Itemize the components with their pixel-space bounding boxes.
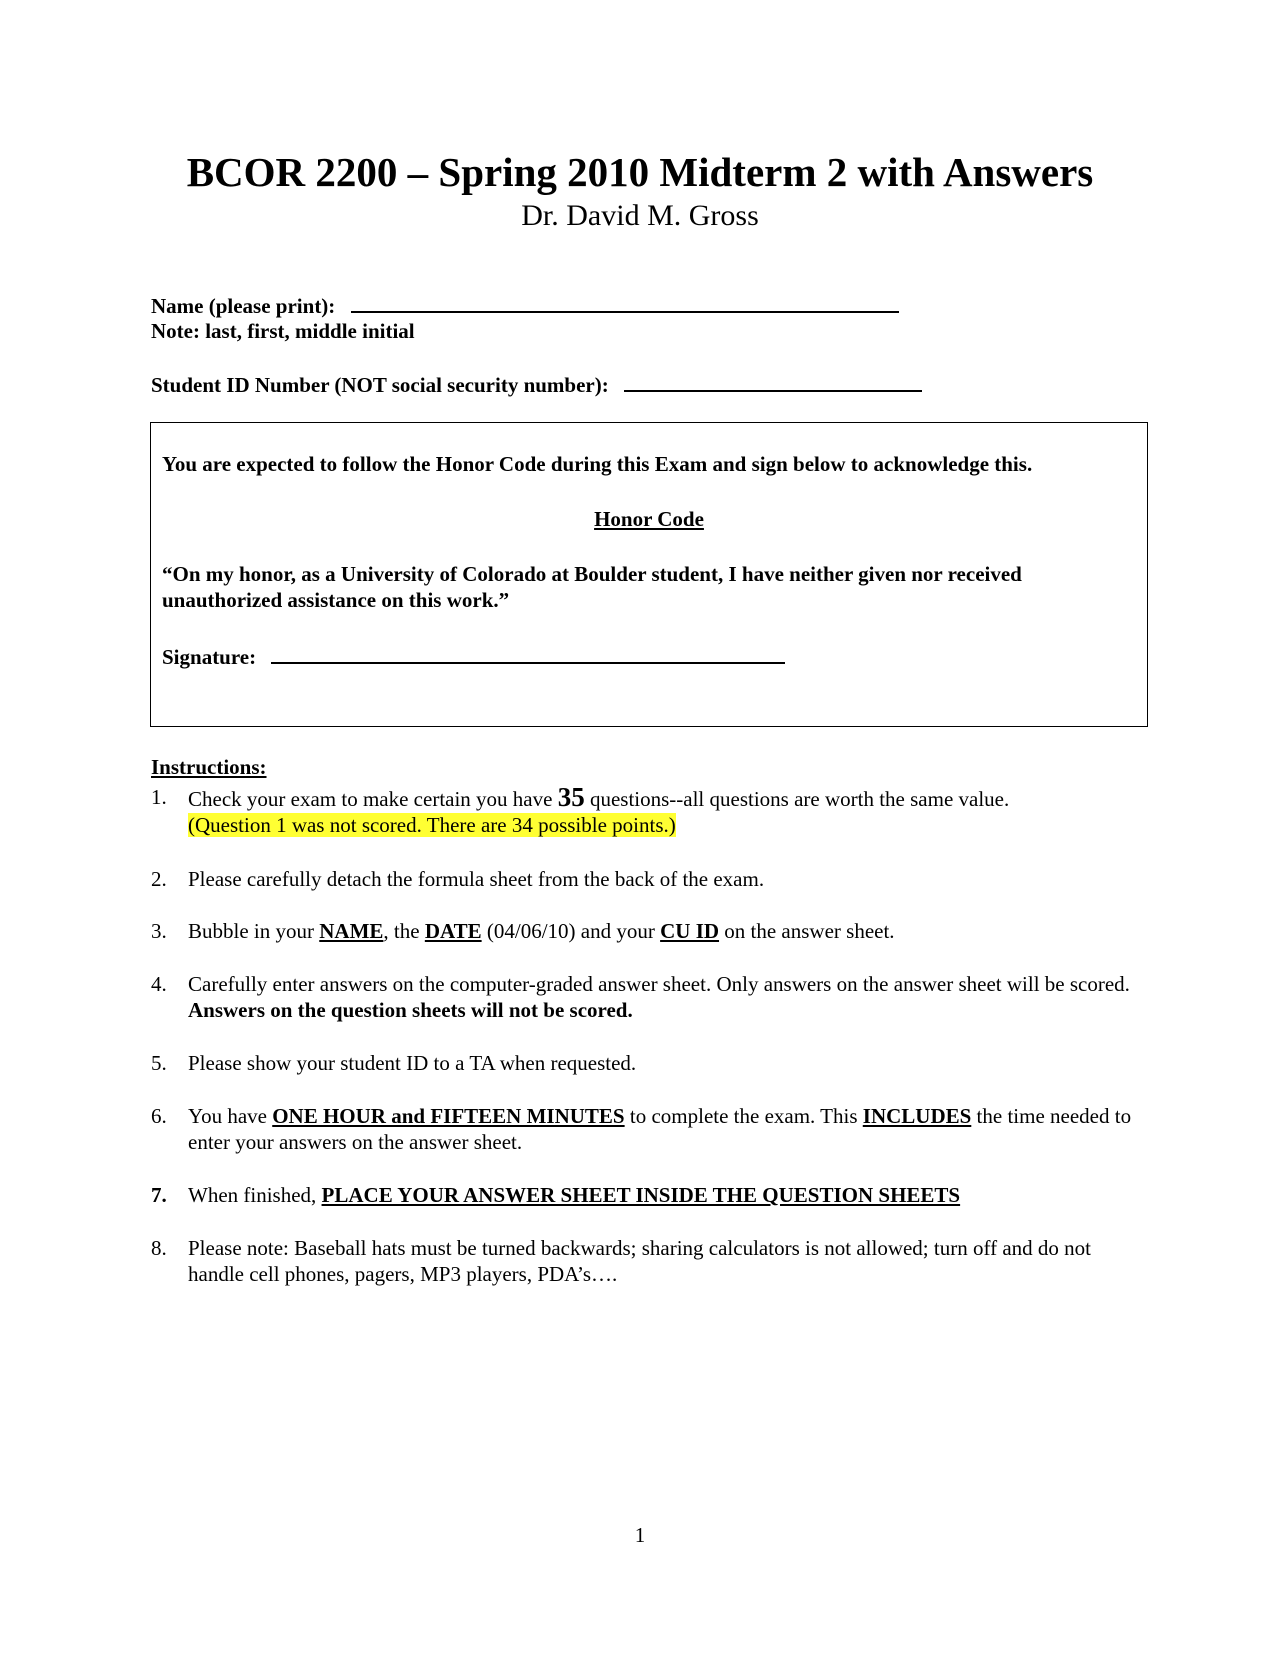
item-text: When finished, (188, 1183, 322, 1207)
item-number: 3. (151, 919, 167, 943)
time-limit: ONE HOUR and FIFTEEN MINUTES (272, 1104, 625, 1128)
author-name: Dr. David M. Gross (521, 199, 759, 232)
item-text: , the (383, 919, 425, 943)
item-text: the time needed to enter your answers on the answer sheet. (188, 1104, 1132, 1154)
item-number: 5. (151, 1051, 167, 1075)
honor-pledge: “On my honor, as a University of Colorado at Boulder student, I have neither given nor received unauthorized assistance on this work.” (162, 562, 1022, 612)
signature-blank-line (271, 642, 785, 664)
includes-emphasis: INCLUDES (862, 1104, 972, 1128)
signature-field (162, 642, 1127, 670)
name-emphasis: NAME (319, 919, 384, 943)
highlighted-note: (Question 1 was not scored. There are 34 possible points.) (188, 813, 676, 837)
name-note: Note: last, first, middle initial (151, 319, 415, 343)
item-text: Please note: Baseball hats must be turned backwards; sharing calculators is not allowed; turn off and do not handle cell phones, pagers, MP3 players, PDA’s…. (188, 1236, 1091, 1286)
honor-intro: You are expected to follow the Honor Code during this Exam and sign below to acknowledge this. (162, 452, 1033, 476)
item-number: 1. (151, 785, 167, 809)
item-number: 8. (151, 1236, 167, 1260)
question-count: 35 (557, 782, 585, 812)
item-number: 7. (151, 1183, 167, 1207)
item-text: Please carefully detach the formula sheet from the back of the exam. (188, 867, 765, 891)
name-blank-line (351, 291, 899, 313)
scoring-warning: Answers on the question sheets will not be scored. (188, 998, 633, 1022)
item-text: on the answer sheet. (719, 919, 895, 943)
name-field-label: Name (please print): (151, 294, 336, 318)
answer-sheet-instruction: PLACE YOUR ANSWER SHEET INSIDE THE QUESTION SHEETS (321, 1183, 961, 1207)
item-text: questions--all questions are worth the same value. (584, 787, 1010, 811)
item-text: Please show your student ID to a TA when requested. (188, 1051, 637, 1075)
honor-code-heading: Honor Code (594, 507, 704, 531)
item-number: 6. (151, 1104, 167, 1128)
item-number: 2. (151, 867, 167, 891)
signature-label: Signature: (162, 645, 257, 669)
student-id-blank-line (624, 370, 922, 392)
item-text: Carefully enter answers on the computer-graded answer sheet. Only answers on the answer sheet will be scored. (188, 972, 1130, 996)
item-text: Bubble in your (188, 919, 320, 943)
instructions-heading: Instructions: (151, 755, 267, 779)
student-id-field (151, 370, 922, 398)
student-id-label: Student ID Number (NOT social security number): (151, 373, 609, 397)
date-emphasis: DATE (424, 919, 482, 943)
page-title: BCOR 2200 – Spring 2010 Midterm 2 with Answers (186, 149, 1094, 195)
item-number: 4. (151, 972, 167, 996)
cuid-emphasis: CU ID (660, 919, 720, 943)
item-text: to complete the exam. This (624, 1104, 863, 1128)
item-text: (04/06/10) and your (481, 919, 661, 943)
page-number: 1 (634, 1523, 646, 1547)
item-text: Check your exam to make certain you have (188, 787, 558, 811)
honor-code-box (150, 422, 1148, 727)
item-text: You have (188, 1104, 273, 1128)
name-field (151, 291, 899, 319)
